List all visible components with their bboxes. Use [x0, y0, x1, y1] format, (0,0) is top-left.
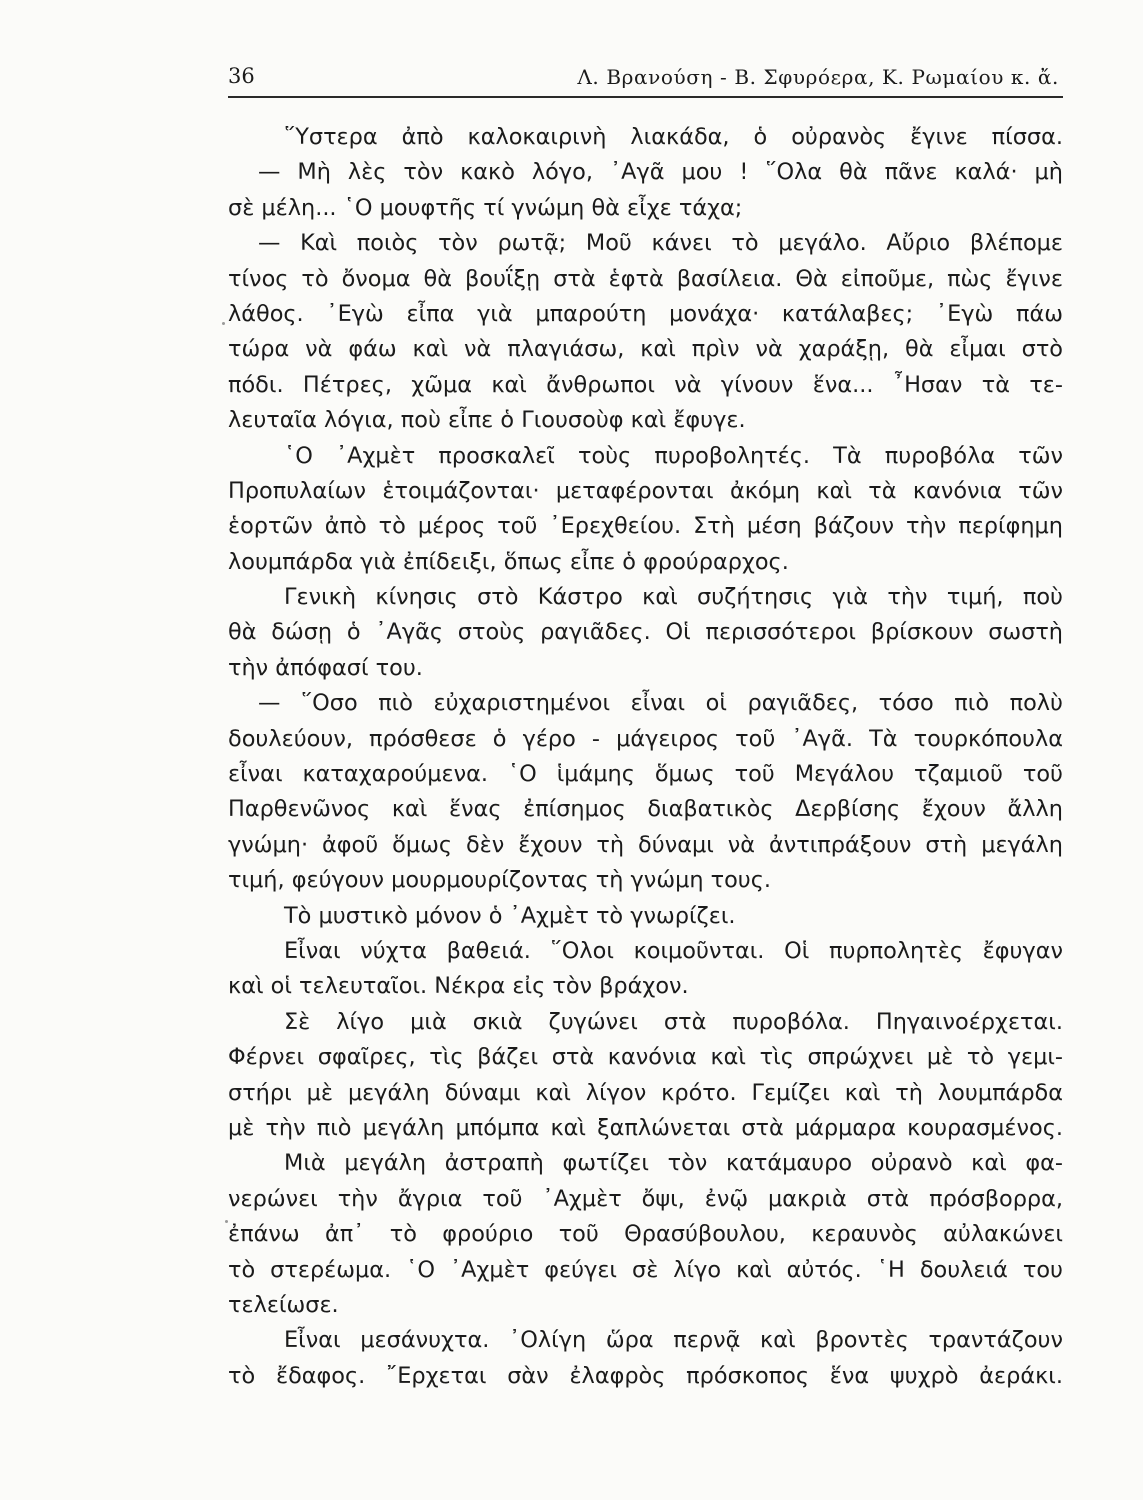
text-line: Μιὰ μεγάλη ἀστραπὴ φωτίζει τὸν κατάμαυρο οὐρανὸ καὶ φα- — [284, 1150, 1063, 1177]
text-line: Εἶναι νύχτα βαθειά. ῞Ολοι κοιμοῦνται. Οἱ πυρπολητὲς ἔφυγαν — [284, 937, 1063, 964]
scan-speck — [222, 322, 225, 325]
text-line: Φέρνει σφαῖρες, τὶς βάζει στὰ κανόνια καὶ τὶς σπρώχνει μὲ τὸ γεμι- — [228, 1044, 1063, 1071]
text-line: λουμπάρδα γιὰ ἐπίδειξι, ὅπως εἶπε ὁ φρούραρχος. — [228, 548, 789, 575]
text-line: Προπυλαίων ἑτοιμάζονται· μεταφέρονται ἀκόμη καὶ τὰ κανόνια τῶν — [228, 477, 1063, 504]
text-line: ῞Υστερα ἀπὸ καλοκαιρινὴ λιακάδα, ὁ οὐρανὸς ἔγινε πίσσα. — [284, 124, 1063, 150]
text-line: στήρι μὲ μεγάλη δύναμι καὶ λίγον κρότο. Γεμίζει καὶ τὴ λουμπάρδα — [228, 1079, 1063, 1106]
text-line: σὲ μέλη... ῾Ο μουφτῆς τί γνώμη θὰ εἶχε τάχα; — [228, 194, 743, 221]
text-line: τελείωσε. — [228, 1291, 339, 1318]
text-line: εἶναι καταχαρούμενα. ῾Ο ἱμάμης ὅμως τοῦ Μεγάλου τζαμιοῦ τοῦ — [228, 761, 1063, 788]
text-line: ῾Ο ᾿Αχμὲτ προσκαλεῖ τοὺς πυροβολητές. Τὰ πυροβόλα τῶν — [284, 442, 1063, 469]
text-line: ἑορτῶν ἀπὸ τὸ μέρος τοῦ ᾿Ερεχθείου. Στὴ μέση βάζουν τὴν περίφημη — [228, 513, 1063, 540]
text-line: καὶ οἱ τελευταῖοι. Νέκρα εἰς τὸν βράχον. — [228, 973, 689, 1000]
page-number: 36 — [228, 64, 255, 88]
text-line: τὴν ἀπόφασί του. — [228, 654, 423, 681]
text-line: Εἶναι μεσάνυχτα. ᾿Ολίγη ὥρα περνᾷ καὶ βροντὲς τραντάζουν — [284, 1327, 1063, 1354]
text-line: λάθος. ᾿Εγὼ εἶπα γιὰ μπαρούτη μονάχα· κατάλαβες; ᾿Εγὼ πάω — [228, 300, 1063, 327]
text-line: θὰ δώσῃ ὁ ᾿Αγᾶς στοὺς ραγιᾶδες. Οἱ περισσότεροι βρίσκουν σωστὴ — [228, 619, 1063, 646]
text-line: Γενικὴ κίνησις στὸ Κάστρο καὶ συζήτησις γιὰ τὴν τιμή, ποὺ — [284, 584, 1063, 611]
text-line: — ῞Οσο πιὸ εὐχαριστημένοι εἶναι οἱ ραγιᾶδες, τόσο πιὸ πολὺ — [258, 690, 1063, 717]
text-line: Παρθενῶνος καὶ ἕνας ἐπίσημος διαβατικὸς Δερβίσης ἔχουν ἄλλη — [228, 796, 1063, 823]
text-line: μὲ τὴν πιὸ μεγάλη μπόμπα καὶ ξαπλώνεται στὰ μάρμαρα κουρασμένος. — [228, 1114, 1063, 1141]
text-line: ἐπάνω ἀπ᾿ τὸ φρούριο τοῦ Θρασύβουλου, κεραυνὸς αὐλακώνει — [228, 1221, 1063, 1248]
text-line: λευταῖα λόγια, ποὺ εἶπε ὁ Γιουσοὺφ καὶ ἔφυγε. — [228, 407, 746, 434]
text-line: γνώμη· ἀφοῦ ὅμως δὲν ἔχουν τὴ δύναμι νὰ ἀντιπράξουν στὴ μεγάλη — [228, 831, 1063, 858]
text-line: πόδι. Πέτρες, χῶμα καὶ ἄνθρωποι νὰ γίνουν ἕνα... ῏Ησαν τὰ τε- — [228, 371, 1063, 398]
text-line: — Μὴ λὲς τὸν κακὸ λόγο, ᾿Αγᾶ μου ! ῞Ολα θὰ πᾶνε καλά· μὴ — [258, 159, 1063, 186]
text-line: Σὲ λίγο μιὰ σκιὰ ζυγώνει στὰ πυροβόλα. Πηγαινοέρχεται. — [284, 1008, 1063, 1035]
text-line: νερώνει τὴν ἄγρια τοῦ ᾿Αχμὲτ ὄψι, ἐνῷ μακριὰ στὰ πρόσβορρα, — [228, 1185, 1063, 1212]
text-line: — Καὶ ποιὸς τὸν ρωτᾷ; Μοῦ κάνει τὸ μεγάλο. Αὔριο βλέπομε — [258, 230, 1063, 257]
text-line: Τὸ μυστικὸ μόνον ὁ ᾿Αχμὲτ τὸ γνωρίζει. — [284, 902, 736, 929]
page-header — [228, 62, 1063, 98]
text-line: τιμή, φεύγουν μουρμουρίζοντας τὴ γνώμη τους. — [228, 867, 772, 894]
text-line: τώρα νὰ φάω καὶ νὰ πλαγιάσω, καὶ πρὶν νὰ χαράξῃ, θὰ εἶμαι στὸ — [228, 336, 1063, 363]
body-text — [228, 120, 1063, 1394]
scan-speck — [225, 1220, 228, 1223]
text-line: τίνος τὸ ὄνομα θὰ βουΐξῃ στὰ ἑφτὰ βασίλεια. Θὰ εἰποῦμε, πὼς ἔγινε — [228, 265, 1063, 292]
text-line: τὸ ἔδαφος. ῎Ερχεται σὰν ἐλαφρὸς πρόσκοπος ἕνα ψυχρὸ ἀεράκι. — [228, 1362, 1063, 1389]
text-line: δουλεύουν, πρόσθεσε ὁ γέρο - μάγειρος τοῦ ᾿Αγᾶ. Τὰ τουρκόπουλα — [228, 725, 1063, 752]
running-head: Λ. Βρανούση - Β. Σφυρόερα, Κ. Ρωμαίου κ. ἄ. — [577, 65, 1059, 89]
text-line: τὸ στερέωμα. ῾Ο ᾿Αχμὲτ φεύγει σὲ λίγο καὶ αὐτός. ῾Η δουλειά του — [228, 1256, 1063, 1283]
